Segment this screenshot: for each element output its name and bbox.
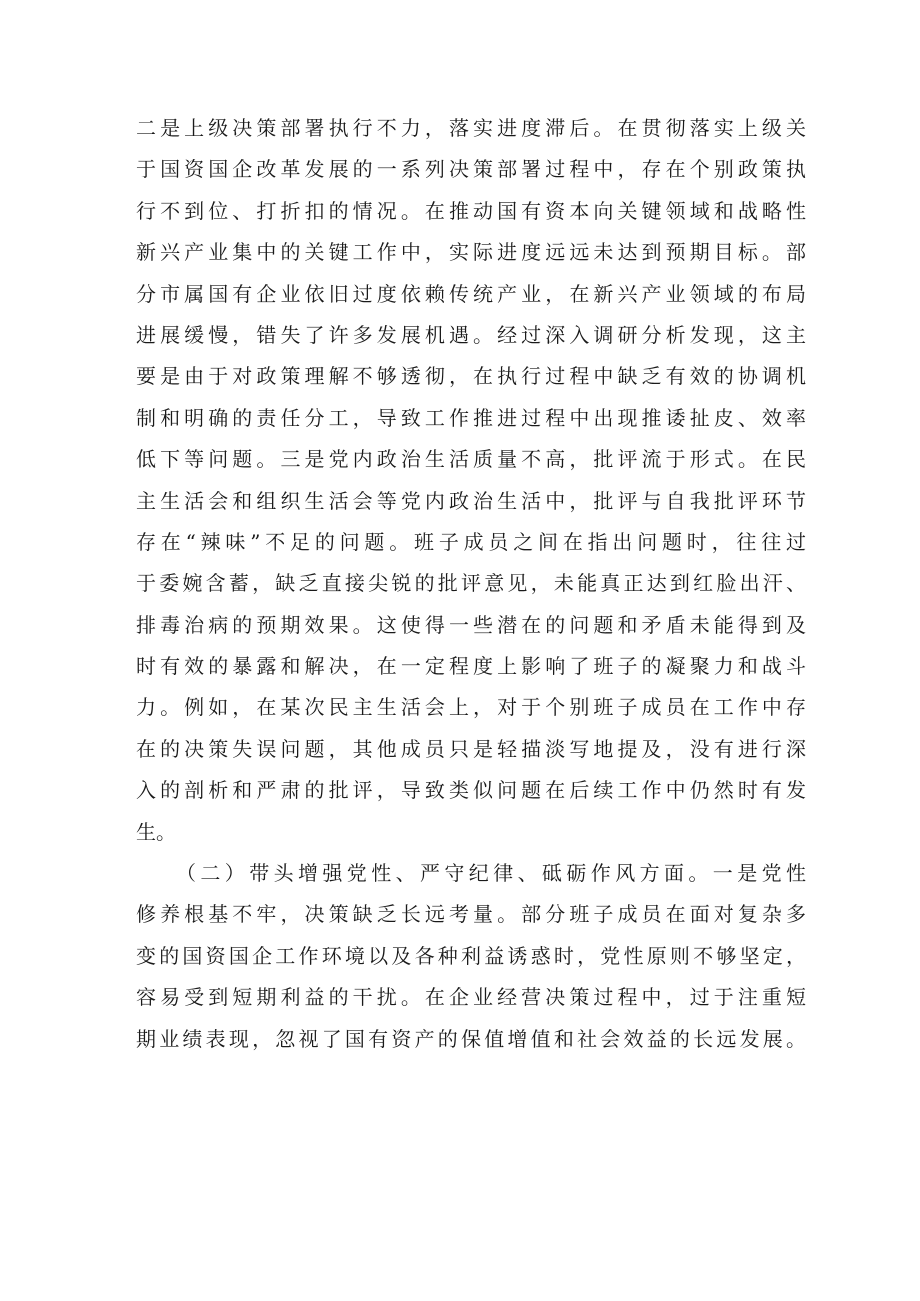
text-line: 要是由于对政策理解不够透彻，在执行过程中缺乏有效的协调机 <box>136 364 806 389</box>
text-line: 变的国资国企工作环境以及各种利益诱惑时，党性原则不够坚定， <box>136 943 806 968</box>
text-line: 力。例如，在某次民主生活会上，对于个别班子成员在工作中存 <box>136 695 806 720</box>
text-line: 进展缓慢，错失了许多发展机遇。经过深入调研分析发现，这主 <box>136 322 806 347</box>
text-line: 主生活会和组织生活会等党内政治生活中，批评与自我批评环节 <box>136 488 806 513</box>
paragraph-2 <box>136 853 806 1060</box>
text-line: 制和明确的责任分工，导致工作推进过程中出现推诿扯皮、效率 <box>136 405 806 430</box>
text-line: 新兴产业集中的关键工作中，实际进度远远未达到预期目标。部 <box>136 240 806 265</box>
text-line: 生。 <box>136 819 176 844</box>
text-line: 期业绩表现，忽视了国有资产的保值增值和社会效益的长远发展。 <box>136 1026 806 1051</box>
text-line: 于委婉含蓄，缺乏直接尖锐的批评意见，未能真正达到红脸出汗、 <box>136 571 806 596</box>
text-line: 行不到位、打折扣的情况。在推动国有资本向关键领域和战略性 <box>136 198 806 223</box>
text-line: 于国资国企改革发展的一系列决策部署过程中，存在个别政策执 <box>136 157 806 182</box>
text-line: （二）带头增强党性、严守纪律、砥砺作风方面。一是党性 <box>176 861 806 886</box>
text-line: 低下等问题。三是党内政治生活质量不高，批评流于形式。在民 <box>136 447 806 472</box>
text-line: 存在“辣味”不足的问题。班子成员之间在指出问题时，往往过 <box>136 529 806 554</box>
text-line: 排毒治病的预期效果。这使得一些潜在的问题和矛盾未能得到及 <box>136 612 806 637</box>
text-line: 时有效的暴露和解决，在一定程度上影响了班子的凝聚力和战斗 <box>136 654 806 679</box>
document-body <box>136 108 806 1060</box>
paragraph-1 <box>136 108 806 853</box>
text-line: 二是上级决策部署执行不力，落实进度滞后。在贯彻落实上级关 <box>136 116 806 140</box>
text-line: 分市属国有企业依旧过度依赖传统产业，在新兴产业领域的布局 <box>136 281 806 306</box>
text-line: 容易受到短期利益的干扰。在企业经营决策过程中，过于注重短 <box>136 985 806 1010</box>
text-line: 入的剖析和严肃的批评，导致类似问题在后续工作中仍然时有发 <box>136 778 806 803</box>
text-line: 在的决策失误问题，其他成员只是轻描淡写地提及，没有进行深 <box>136 736 806 761</box>
text-line: 修养根基不牢，决策缺乏长远考量。部分班子成员在面对复杂多 <box>136 902 806 927</box>
